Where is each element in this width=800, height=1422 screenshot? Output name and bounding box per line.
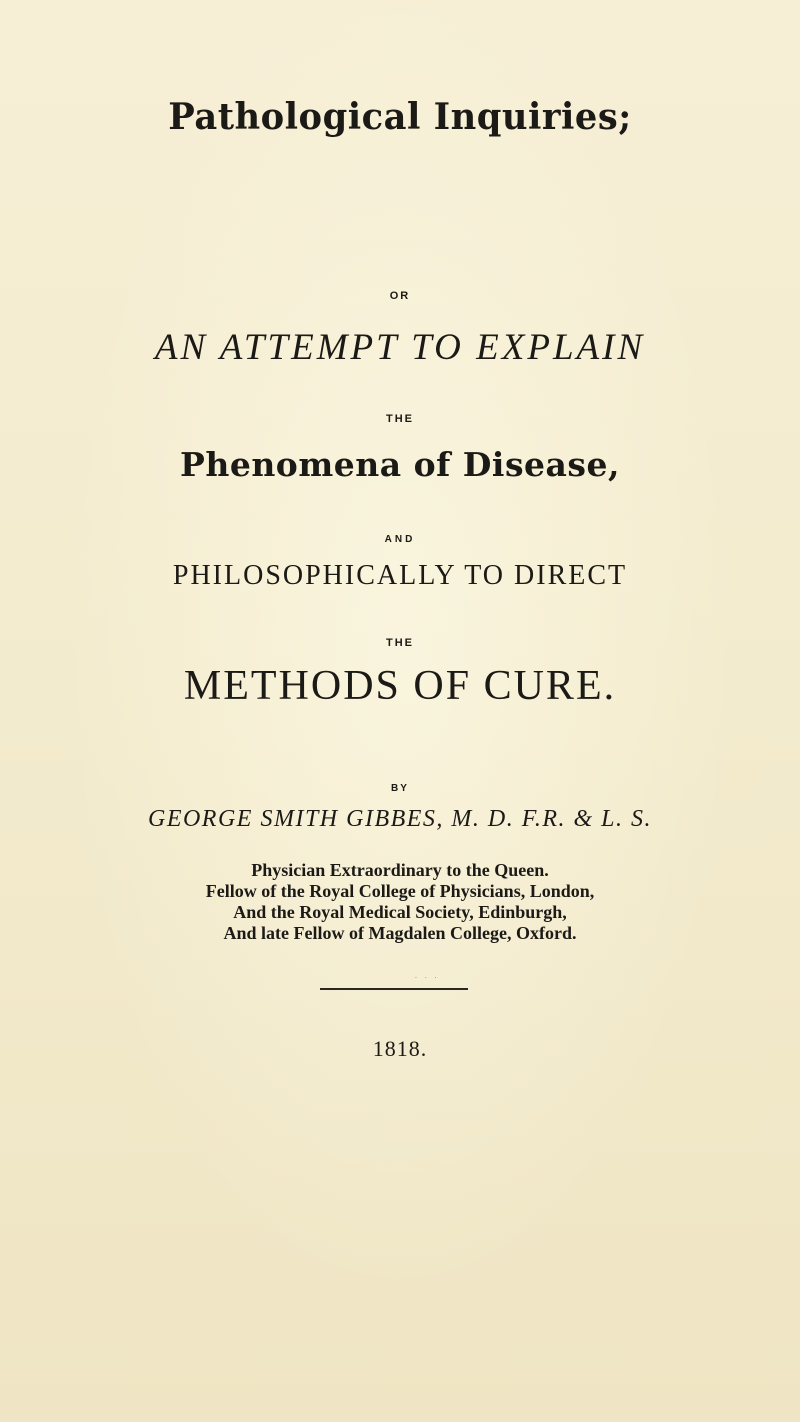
divider-rule <box>320 988 468 990</box>
credential-line: Physician Extraordinary to the Queen. <box>251 860 549 880</box>
subtitle-philosophically: PHILOSOPHICALLY TO DIRECT <box>172 560 628 591</box>
or-connector: OR <box>389 290 411 302</box>
rule-ornament-icon: · · · <box>415 975 440 982</box>
credential-line: And late Fellow of Magdalen College, Oxford. <box>223 923 577 943</box>
main-title: Pathological Inquiries; <box>168 96 632 138</box>
the-connector-2: THE <box>386 637 414 649</box>
credential-line: Fellow of the Royal College of Physicians, London, <box>205 881 595 901</box>
by-connector: BY <box>391 783 409 794</box>
credential-line: And the Royal Medical Society, Edinburgh, <box>233 902 567 922</box>
author-credentials <box>0 860 800 944</box>
the-connector-1: THE <box>386 413 414 425</box>
subtitle-attempt: AN ATTEMPT TO EXPLAIN <box>154 327 646 368</box>
and-connector: AND <box>384 534 416 545</box>
publication-year: 1818. <box>372 1036 428 1061</box>
subtitle-methods: METHODS OF CURE. <box>183 663 617 709</box>
subtitle-phenomena: Phenomena of Disease, <box>180 445 620 484</box>
author-name: GEORGE SMITH GIBBES, M. D. F.R. & L. S. <box>147 806 652 832</box>
